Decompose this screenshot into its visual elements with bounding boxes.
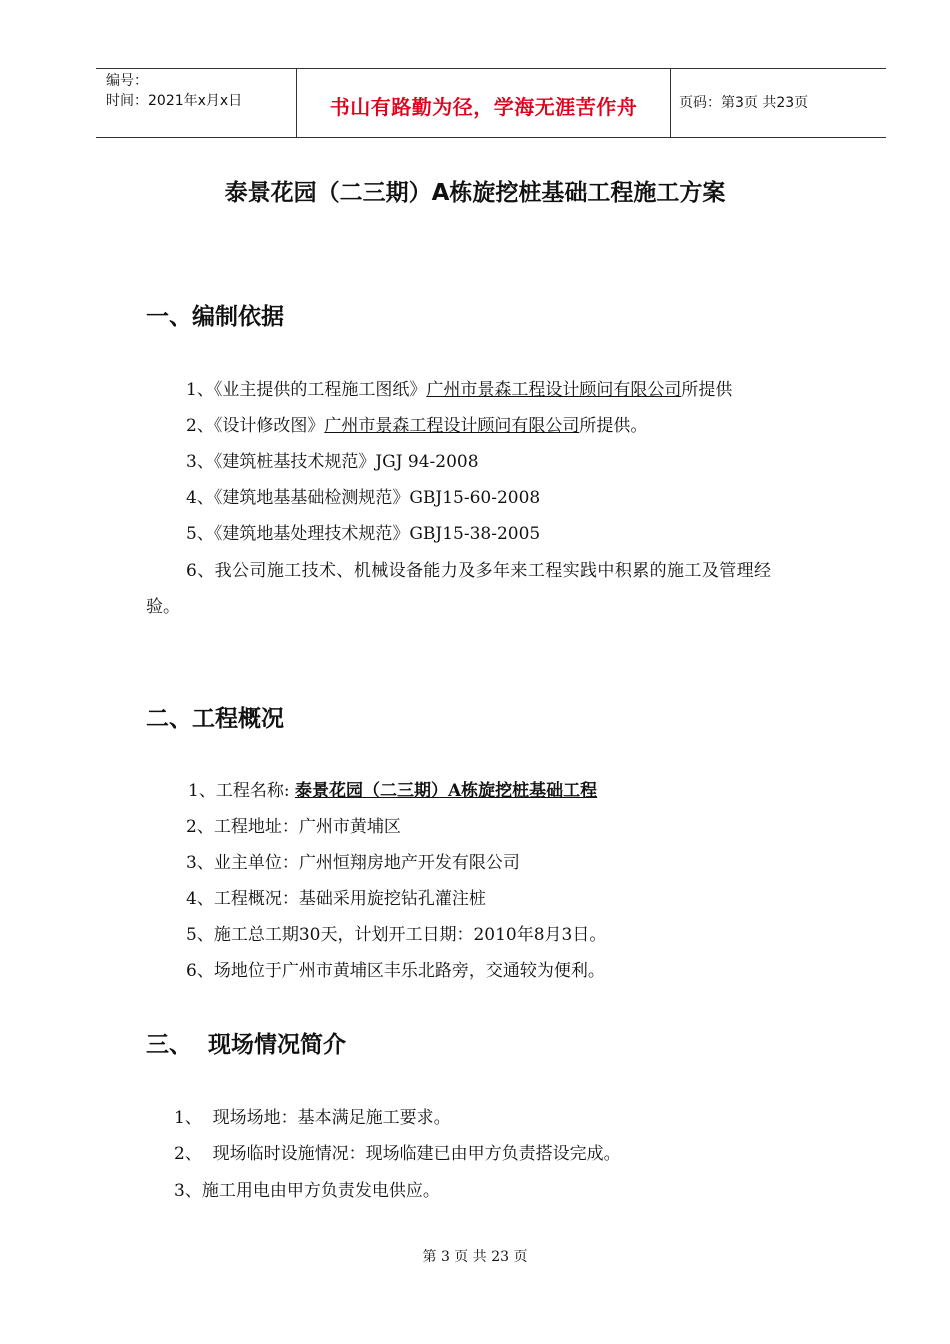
list-item: 6、我公司施工技术、机械设备能力及多年来工程实践中积累的施工及管理经 (186, 561, 772, 581)
header-page-cell (671, 69, 886, 137)
list-item-text: 2、《设计修改图》 (186, 416, 325, 436)
header-motto-cell (297, 69, 671, 137)
page-header (96, 68, 886, 138)
list-item: 4、工程概况：基础采用旋挖钻孔灌注桩 (186, 889, 486, 909)
list-item (186, 415, 647, 437)
header-meta-cell (96, 69, 297, 137)
header-page-number: 页码：第3页 共23页 (679, 95, 809, 111)
list-item-continuation: 验。 (146, 597, 180, 617)
list-item: 2、工程地址：广州市黄埔区 (186, 817, 401, 837)
list-item: 3、《建筑桩基技术规范》JGJ 94-2008 (186, 452, 479, 472)
document-time-label: 时间：2021年x月x日 (106, 93, 243, 109)
list-item: 3、施工用电由甲方负责发电供应。 (174, 1181, 440, 1201)
section-heading-basis: 一、编制依据 (146, 304, 284, 330)
list-item-suffix: 所提供。 (579, 416, 648, 436)
list-item-suffix: 所提供 (681, 380, 733, 400)
page-footer: 第 3 页 共 23 页 (422, 1249, 528, 1265)
list-item: 1、 现场场地：基本满足施工要求。 (174, 1108, 451, 1128)
list-item-text: 1、《业主提供的工程施工图纸》 (186, 380, 427, 400)
list-item-text: 1、工程名称: (188, 781, 295, 801)
list-item: 4、《建筑地基基础检测规范》GBJ15-60-2008 (186, 488, 541, 508)
section-heading-overview: 二、工程概况 (146, 706, 284, 732)
list-item: 3、业主单位：广州恒翔房地产开发有限公司 (186, 853, 520, 873)
list-item: 6、场地位于广州市黄埔区丰乐北路旁，交通较为便利。 (186, 961, 605, 981)
list-item (188, 780, 597, 802)
list-item: 2、 现场临时设施情况：现场临建已由甲方负责搭设完成。 (174, 1144, 621, 1164)
project-name: 泰景花园（二三期）A栋旋挖桩基础工程 (294, 781, 598, 801)
list-item: 5、《建筑地基处理技术规范》GBJ15-38-2005 (186, 524, 541, 544)
company-link: 广州市景森工程设计顾问有限公司 (324, 416, 580, 436)
section-heading-site: 三、 现场情况简介 (146, 1032, 347, 1058)
list-item: 5、施工总工期30天，计划开工日期：2010年8月3日。 (186, 925, 607, 945)
list-item (186, 379, 732, 401)
document-title: 泰景花园（二三期）A栋旋挖桩基础工程施工方案 (224, 180, 726, 206)
header-motto: 书山有路勤为径，学海无涯苦作舟 (329, 95, 638, 119)
company-link: 广州市景森工程设计顾问有限公司 (426, 380, 682, 400)
document-number-label: 编号： (106, 73, 148, 89)
